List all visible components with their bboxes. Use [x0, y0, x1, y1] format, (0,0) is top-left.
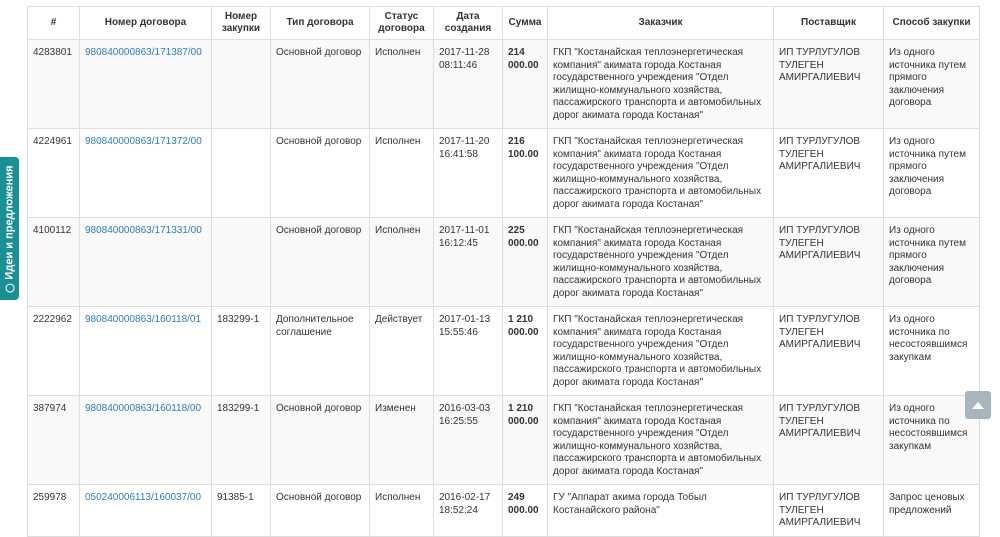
cell-customer [548, 218, 774, 307]
cell-created-date [434, 396, 503, 485]
cell-customer [548, 485, 774, 537]
cell-contract-status [370, 396, 434, 485]
cell-purchase-number [212, 396, 271, 485]
cell-sum [503, 307, 548, 396]
col-header-supplier[interactable]: Поставщик [774, 7, 884, 40]
cell-contract-status [370, 40, 434, 129]
table-row [28, 485, 980, 537]
cell-contract-status-text: Изменен [375, 403, 416, 414]
cell-supplier [774, 307, 884, 396]
cell-customer-text: ГКП "Костанайская теплоэнергетическая компания" акимата города Костаная государственного учреждения "Отдел жилищно-коммунального хозяйства, пассажирского транспорта и автомобильных дорог акимата города Костаная" [553, 47, 762, 121]
cell-id-text: 4224961 [33, 136, 72, 147]
cell-supplier [774, 40, 884, 129]
cell-contract-number [80, 307, 212, 396]
cell-created-date-text: 2017-11-20 16:41:58 [439, 136, 490, 160]
cell-contract-type-text: Основной договор [276, 492, 362, 503]
cell-supplier-text: ИП ТУРЛУГУЛОВ ТУЛЕГЕН АМИРГАЛИЕВИЧ [779, 314, 861, 350]
cell-id [28, 396, 80, 485]
col-header-customer[interactable]: Заказчик [548, 7, 774, 40]
cell-sum-text: 1 210 000.00 [508, 314, 539, 338]
cell-purchase-method-text: Запрос ценовых предложений [889, 492, 965, 516]
cell-id [28, 40, 80, 129]
cell-purchase-method-text: Из одного источника путем прямого заключения договора [889, 136, 966, 197]
cell-created-date [434, 307, 503, 396]
cell-purchase-method [884, 40, 980, 129]
arrow-up-icon [972, 402, 984, 409]
cell-created-date [434, 218, 503, 307]
cell-contract-type [271, 396, 370, 485]
cell-id [28, 307, 80, 396]
ideas-feedback-label: Идеи и предложения [3, 164, 16, 280]
cell-purchase-number-text: 183299-1 [217, 403, 260, 414]
cell-customer-text: ГКП "Костанайская теплоэнергетическая компания" акимата города Костаная государственного учреждения "Отдел жилищно-коммунального хозяйства, пассажирского транспорта и автомобильных дорог акимата города Костаная" [553, 225, 762, 299]
cell-sum [503, 129, 548, 218]
cell-id-text: 2222962 [33, 314, 72, 325]
cell-id-text: 4100112 [33, 225, 72, 236]
col-header-contract-status[interactable]: Статус договора [370, 7, 434, 40]
cell-contract-type [271, 307, 370, 396]
cell-customer-text: ГКП "Костанайская теплоэнергетическая компания" акимата города Костаная государственного учреждения "Отдел жилищно-коммунального хозяйства, пассажирского транспорта и автомобильных дорог акимата города Костаная" [553, 403, 762, 477]
cell-contract-status [370, 129, 434, 218]
cell-sum [503, 485, 548, 537]
cell-supplier-text: ИП ТУРЛУГУЛОВ ТУЛЕГЕН АМИРГАЛИЕВИЧ [779, 47, 861, 83]
cell-contract-number [80, 485, 212, 537]
cell-created-date-text: 2017-01-13 15:55:46 [439, 314, 491, 338]
cell-id-text: 259978 [33, 492, 67, 503]
cell-id [28, 218, 80, 307]
cell-purchase-method [884, 218, 980, 307]
cell-customer-text: ГУ "Аппарат акима города Тобыл Костанайского района" [553, 492, 707, 516]
contract-number-link[interactable]: 980840000863/160118/00 [85, 403, 202, 414]
cell-contract-number [80, 40, 212, 129]
cell-purchase-number-text: 91385-1 [217, 492, 254, 503]
cell-supplier-text: ИП ТУРЛУГУЛОВ ТУЛЕГЕН АМИРГАЛИЕВИЧ [779, 225, 861, 261]
col-header-id[interactable]: # [28, 7, 80, 40]
cell-purchase-method-text: Из одного источника путем прямого заключения договора [889, 225, 966, 286]
cell-contract-type [271, 218, 370, 307]
col-header-contract-type[interactable]: Тип договора [271, 7, 370, 40]
cell-created-date [434, 40, 503, 129]
cell-contract-type [271, 485, 370, 537]
lightbulb-icon [5, 283, 14, 292]
contracts-table-container [27, 6, 979, 537]
cell-sum [503, 396, 548, 485]
cell-contract-number [80, 218, 212, 307]
cell-sum-text: 216 100.00 [508, 136, 539, 160]
cell-contract-type-text: Основной договор [276, 225, 362, 236]
table-row [28, 218, 980, 307]
cell-sum-text: 214 000.00 [508, 47, 539, 71]
cell-id-text: 4283801 [33, 47, 72, 58]
table-header-row [28, 7, 980, 40]
table-row [28, 40, 980, 129]
cell-customer [548, 396, 774, 485]
cell-purchase-number [212, 40, 271, 129]
cell-contract-status-text: Исполнен [375, 492, 421, 503]
cell-contract-number [80, 129, 212, 218]
cell-supplier-text: ИП ТУРЛУГУЛОВ ТУЛЕГЕН АМИРГАЛИЕВИЧ [779, 492, 861, 528]
cell-supplier [774, 218, 884, 307]
cell-contract-type-text: Дополнительное соглашение [276, 314, 354, 338]
cell-supplier [774, 485, 884, 537]
cell-purchase-number-text: 183299-1 [217, 314, 260, 325]
cell-created-date-text: 2017-11-28 08:11:46 [439, 47, 490, 71]
cell-created-date-text: 2016-03-03 16:25:55 [439, 403, 491, 427]
cell-id-text: 387974 [33, 403, 67, 414]
cell-sum [503, 218, 548, 307]
cell-sum-text: 225 000.00 [508, 225, 539, 249]
cell-purchase-number [212, 129, 271, 218]
cell-purchase-method-text: Из одного источника по несостоявшимся закупкам [889, 314, 968, 363]
cell-supplier-text: ИП ТУРЛУГУЛОВ ТУЛЕГЕН АМИРГАЛИЕВИЧ [779, 403, 861, 439]
cell-customer-text: ГКП "Костанайская теплоэнергетическая компания" акимата города Костаная государственного учреждения "Отдел жилищно-коммунального хозяйства, пассажирского транспорта и автомобильных дорог акимата города Костаная" [553, 314, 762, 388]
col-header-purchase-method[interactable]: Способ закупки [884, 7, 980, 40]
contract-number-link[interactable]: 980840000863/160118/01 [85, 314, 202, 325]
table-row [28, 129, 980, 218]
cell-purchase-method-text: Из одного источника по несостоявшимся закупкам [889, 403, 968, 452]
cell-purchase-method-text: Из одного источника путем прямого заключения договора [889, 47, 966, 108]
cell-contract-status-text: Действует [375, 314, 423, 325]
cell-purchase-number [212, 485, 271, 537]
contract-number-link[interactable]: 980840000863/171331/00 [85, 225, 202, 236]
cell-created-date-text: 2017-11-01 16:12:45 [439, 225, 490, 249]
contract-number-link[interactable]: 980840000863/171372/00 [85, 136, 202, 147]
cell-sum-text: 249 000.00 [508, 492, 539, 516]
cell-purchase-number [212, 307, 271, 396]
cell-contract-type-text: Основной договор [276, 47, 362, 58]
cell-contract-status [370, 485, 434, 537]
cell-purchase-method [884, 307, 980, 396]
cell-purchase-method [884, 129, 980, 218]
table-row [28, 307, 980, 396]
cell-id [28, 129, 80, 218]
cell-contract-status [370, 307, 434, 396]
contract-number-link[interactable]: 050240006113/160037/00 [85, 492, 202, 503]
cell-contract-type-text: Основной договор [276, 136, 362, 147]
ideas-feedback-tab[interactable] [0, 157, 19, 300]
cell-contract-type [271, 40, 370, 129]
cell-sum-text: 1 210 000.00 [508, 403, 539, 427]
col-header-created-date[interactable]: Дата создания [434, 7, 503, 40]
contract-number-link[interactable]: 980840000863/171387/00 [85, 47, 202, 58]
cell-customer-text: ГКП "Костанайская теплоэнергетическая компания" акимата города Костаная государственного учреждения "Отдел жилищно-коммунального хозяйства, пассажирского транспорта и автомобильных дорог акимата города Костаная" [553, 136, 762, 210]
cell-customer [548, 129, 774, 218]
cell-created-date-text: 2016-02-17 18:52:24 [439, 492, 491, 516]
cell-contract-status [370, 218, 434, 307]
cell-contract-status-text: Исполнен [375, 136, 421, 147]
cell-customer [548, 40, 774, 129]
cell-created-date [434, 129, 503, 218]
cell-contract-type-text: Основной договор [276, 403, 362, 414]
cell-sum [503, 40, 548, 129]
cell-contract-number [80, 396, 212, 485]
cell-contract-status-text: Исполнен [375, 47, 421, 58]
cell-customer [548, 307, 774, 396]
cell-purchase-method [884, 485, 980, 537]
contracts-table [27, 6, 980, 537]
cell-supplier [774, 396, 884, 485]
cell-created-date [434, 485, 503, 537]
scroll-to-top-button[interactable] [965, 391, 991, 419]
table-row [28, 396, 980, 485]
cell-contract-status-text: Исполнен [375, 225, 421, 236]
col-header-contract-number[interactable]: Номер договора [80, 7, 212, 40]
col-header-sum[interactable]: Сумма [503, 7, 548, 40]
cell-contract-type [271, 129, 370, 218]
cell-id [28, 485, 80, 537]
cell-purchase-number [212, 218, 271, 307]
cell-supplier-text: ИП ТУРЛУГУЛОВ ТУЛЕГЕН АМИРГАЛИЕВИЧ [779, 136, 861, 172]
col-header-purchase-number[interactable]: Номер закупки [212, 7, 271, 40]
cell-supplier [774, 129, 884, 218]
